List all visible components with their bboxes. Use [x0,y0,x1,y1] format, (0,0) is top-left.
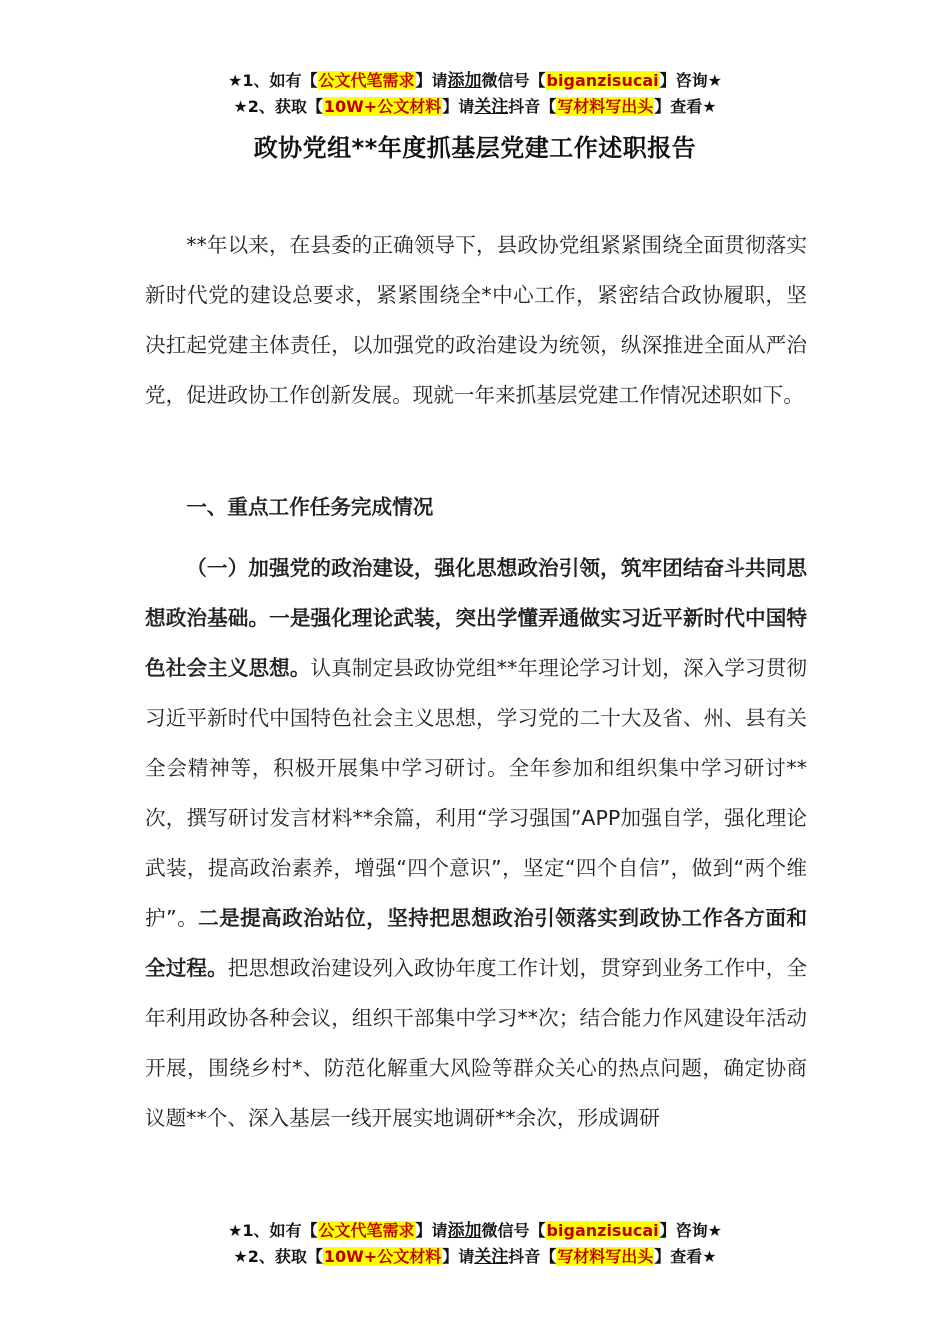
paragraph-section-1 [145,543,807,1143]
banner-text: ★1、如有【 [228,71,318,90]
bold-lead: （一）加强党的政治建设，强化思想政治引领，筑牢团结奋斗共同思想政治基础。一是强化理论武装，突出学懂弄通做实习近平新时代中国特色社会主义思想。 [145,556,807,680]
section-heading: 一、重点工作任务完成情况 [186,495,434,519]
banner-underline: 添加 [447,71,482,91]
banner-highlight: 公文代笔需求 [318,71,415,90]
banner-text: 】请 [442,1247,475,1266]
paragraph-intro: **年以来，在县委的正确领导下，县政协党组紧紧围绕全面贯彻落实新时代党的建设总要求，紧紧围绕全*中心工作，紧密结合政协履职，坚决扛起党建主体责任，以加强党的政治建设为统领，纵深推进全面从严治党，促进政协工作创新发展。现就一年来抓基层党建工作情况述职如下。 [145,233,807,407]
paragraph-text: 把思想政治建设列入政协年度工作计划，贯穿到业务工作中，全年利用政协各种会议，组织干部集中学习**次；结合能力作风建设年活动开展，围绕乡村*、防范化解重大风险等群众关心的热点问题，确定协商议题**个、深入基层一线开展实地调研**余次，形成调研 [145,956,808,1130]
banner-line-1 [0,1218,950,1244]
banner-text: ★2、获取【 [233,1247,323,1266]
banner-text: 】咨询★ [659,1221,722,1240]
banner-highlight: 公文代笔需求 [318,1221,415,1240]
banner-text: 微信号【 [481,1221,546,1240]
banner-text: 】请 [442,97,475,116]
banner-line-2 [0,94,950,120]
banner-line-2 [0,1244,950,1270]
banner-text: 】咨询★ [659,71,722,90]
banner-highlight: 10W+公文材料 [323,1247,442,1266]
banner-text: 抖音【 [508,1247,557,1266]
banner-text: 】请 [415,71,448,90]
banner-highlight: biganzisucai [546,1221,659,1240]
banner-text: ★1、如有【 [228,1221,318,1240]
banner-highlight: 写材料写出头 [557,1247,654,1266]
document-title: 政协党组**年度抓基层党建工作述职报告 [253,134,697,162]
paragraph-text: 认真制定县政协党组**年理论学习计划，深入学习贯彻习近平新时代中国特色社会主义思想，学习党的二十大及省、州、县有关全会精神等，积极开展集中学习研讨。全年参加和组织集中学习研讨**次，撰写研讨发言材料**余篇，利用“学习强国”APP加强自学，强化理论武装，提高政治素养，增强“四个意识”，坚定“四个自信”，做到“两个维护”。 [145,656,808,930]
banner-text: 抖音【 [508,97,557,116]
banner-underline: 关注 [474,1247,509,1267]
footer-banner [0,1218,950,1270]
header-banner [0,68,950,120]
banner-text: 】请 [415,1221,448,1240]
banner-highlight: biganzisucai [546,71,659,90]
banner-text: 】查看★ [654,1247,717,1266]
banner-text: 】查看★ [654,97,717,116]
bold-lead: 二是提高政治站位，坚持把思想政治引领落实到政协工作各方面和全过程。 [145,906,807,980]
banner-text: ★2、获取【 [233,97,323,116]
banner-underline: 添加 [447,1221,482,1241]
banner-highlight: 10W+公文材料 [323,97,442,116]
banner-text: 微信号【 [481,71,546,90]
banner-line-1 [0,68,950,94]
banner-highlight: 写材料写出头 [557,97,654,116]
banner-underline: 关注 [474,97,509,117]
